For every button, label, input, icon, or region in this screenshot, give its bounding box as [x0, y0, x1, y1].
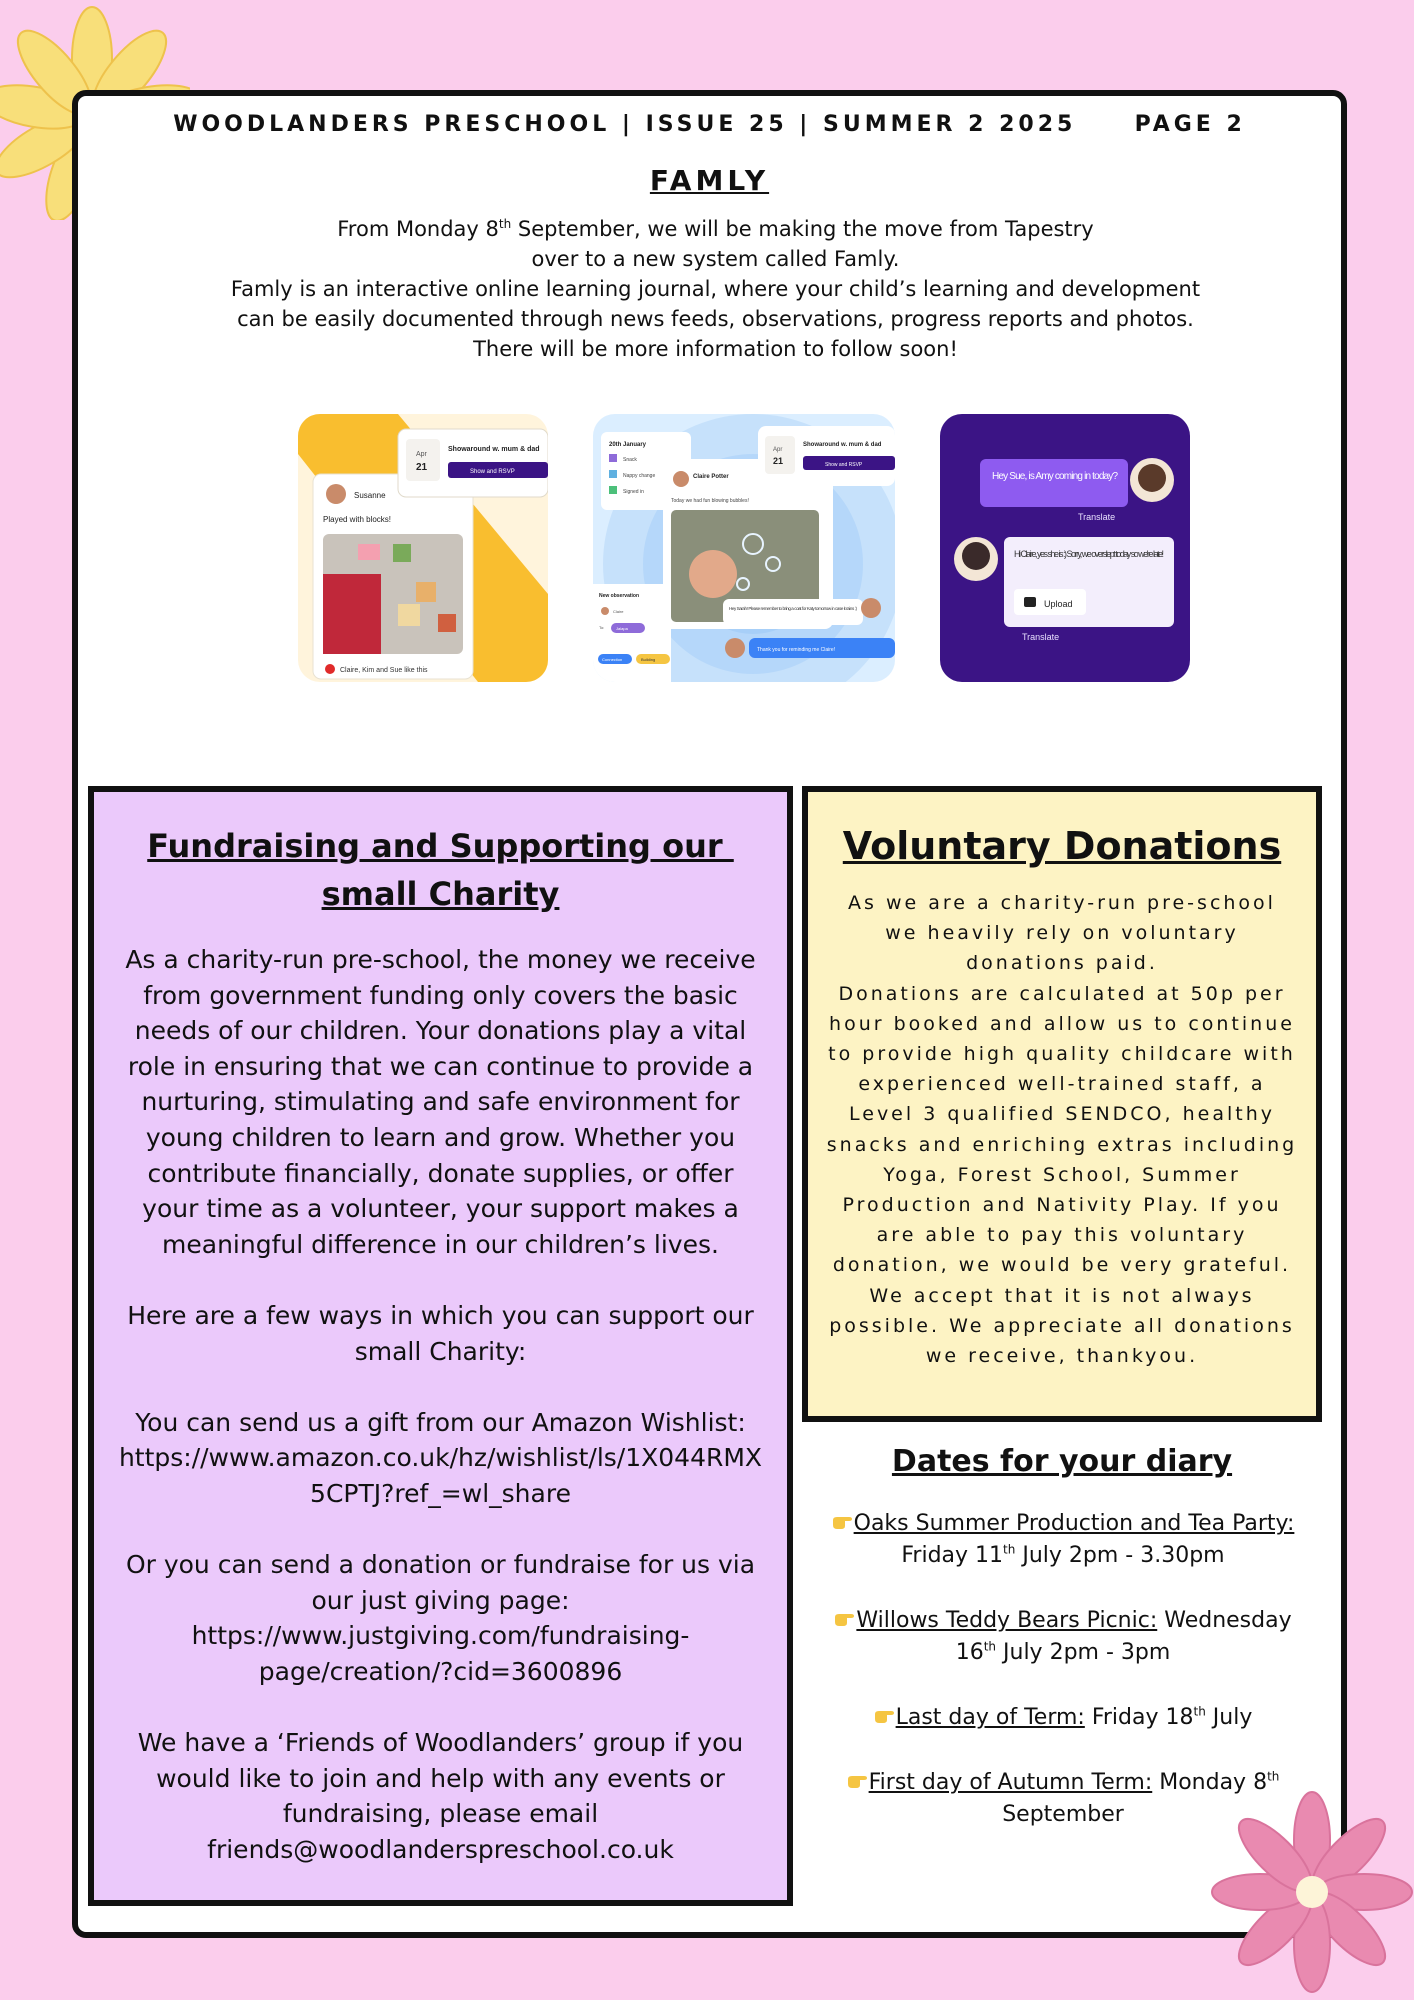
- feed-event-day: 21: [416, 462, 428, 473]
- obs-message-out: Thank you for reminding me Claire!: [757, 647, 836, 653]
- famly-line-2: over to a new system called Famly.: [531, 247, 900, 271]
- obs-to: To:: [599, 625, 605, 630]
- famly-title: FAMLY: [649, 164, 770, 197]
- obs-event-button: Show and RSVP: [825, 462, 863, 468]
- pointing-hand-icon: [834, 1611, 856, 1627]
- feed-event-title: Showaround w. mum & dad: [448, 446, 540, 453]
- famly-observation-screenshot: [593, 414, 895, 682]
- pointing-hand-icon: [847, 1773, 869, 1789]
- pink-flower-decoration: [1210, 1790, 1414, 2000]
- feed-likes: Claire, Kim and Sue like this: [340, 667, 428, 674]
- obs-author: Claire Potter: [693, 474, 729, 480]
- famly-line-4: can be easily documented through news feeds, observations, progress reports and photos.: [237, 307, 1194, 331]
- chat-translate-2: Translate: [1022, 632, 1060, 642]
- famly-line-3: Famly is an interactive online learning journal, where your child’s learning and development: [230, 277, 1201, 301]
- fundraising-title: [114, 822, 767, 918]
- obs-tag: Jalapa: [616, 626, 628, 631]
- obs-from: Claire: [613, 609, 624, 614]
- fundraising-para-3: You can send us a gift from our Amazon Wishlist:: [135, 1407, 746, 1437]
- fundraising-title-line-2: small Charity: [321, 875, 560, 913]
- date-item: Willows Teddy Bears Picnic: Wednesday 16th July 2pm - 3pm: [818, 1605, 1308, 1669]
- famly-feed-screenshot: [298, 414, 548, 682]
- obs-event-day: 21: [773, 456, 784, 466]
- newsletter-header: WOODLANDERS PRESCHOOL | ISSUE 25 | SUMMER 2 2025 PAGE 2: [173, 112, 1246, 137]
- obs-post: Today we had fun blowing bubbles!: [671, 498, 749, 504]
- obs-chip-2: Building: [641, 657, 656, 662]
- fundraising-body: [116, 942, 765, 1867]
- obs-log-2: Nappy change: [623, 473, 656, 479]
- feed-author: Susanne: [354, 491, 386, 500]
- fundraising-title-line-1: Fundraising and Supporting our: [147, 827, 734, 865]
- fundraising-para-1: As a charity-run pre-school, the money we receive from government funding only covers the basic needs of our children. Your donations play a vital role in ensuring that we can continue to provide a nurturing, stimulating and safe environment for young children to learn and grow. Whether you contribute financially, donate supplies, or offer your time as a volunteer, your support makes a meaningful difference in our children’s lives.: [125, 945, 756, 1259]
- newsletter-page: [72, 90, 1347, 1938]
- date-item: Last day of Term: Friday 18th July: [818, 1702, 1308, 1734]
- obs-new-title: New observation: [599, 593, 640, 599]
- fundraising-para-5: We have a ‘Friends of Woodlanders’ group if you would like to join and help with any events or fundraising, please email: [137, 1728, 744, 1829]
- donations-para-2: Donations are calculated at 50p per hour booked and allow us to continue to provide high quality childcare with experienced well-trained staff, a Level 3 qualified SENDCO, healthy snacks and enriching extras including Yoga, Forest School, Summer Production and Nativity Play. If you are able to pay this voluntary donation, we would be very grateful. We accept that it is not always possible. We appreciate all donations we receive, thankyou.: [826, 982, 1298, 1368]
- fundraising-box: [88, 786, 793, 1906]
- dates-title: Dates for your diary: [891, 1444, 1233, 1479]
- fundraising-para-2: Here are a few ways in which you can support our small Charity:: [127, 1300, 754, 1366]
- date-item: First day of Autumn Term: Monday 8th September: [818, 1767, 1308, 1831]
- chat-message-1: Hey Sue, is Amy coming in today?: [992, 471, 1118, 482]
- obs-date: 20th January: [609, 442, 647, 448]
- obs-message-in: Hey Sarah! Please remember to bring a coat for Katy tomorrow in case it rains :): [729, 606, 857, 611]
- obs-event-month: Apr: [773, 447, 783, 453]
- famly-line-5: There will be more information to follow soon!: [473, 337, 958, 361]
- donations-title: Voluntary Donations: [842, 824, 1282, 868]
- famly-intro: [198, 214, 1233, 364]
- obs-chip-1: Connection: [602, 657, 623, 662]
- famly-chat-screenshot: [940, 414, 1190, 682]
- chat-upload: Upload: [1044, 599, 1073, 609]
- justgiving-link[interactable]: https://www.justgiving.com/fundraising-page/creation/?cid=3600896: [191, 1621, 690, 1686]
- date-item: Oaks Summer Production and Tea Party: Friday 11th July 2pm - 3.30pm: [818, 1508, 1308, 1572]
- chat-message-2: Hi Claire, yes she is :) Sorry, we overslept today so we're late!: [1014, 549, 1164, 559]
- fundraising-para-4: Or you can send a donation or fundraise for us via our just giving page:: [125, 1550, 756, 1615]
- chat-translate-1: Translate: [1078, 512, 1116, 522]
- friends-email[interactable]: friends@woodlanderspreschool.co.uk: [207, 1834, 674, 1864]
- feed-event-month: Apr: [416, 451, 427, 458]
- donations-body: [822, 888, 1302, 1371]
- camera-icon: [1024, 597, 1036, 607]
- pointing-hand-icon: [874, 1708, 896, 1724]
- heart-icon: [325, 664, 335, 674]
- obs-event-title: Showaround w. mum & dad: [803, 442, 882, 448]
- feed-post: Played with blocks!: [323, 515, 392, 524]
- donations-para-1: As we are a charity-run pre-school we heavily rely on voluntary donations paid.: [848, 892, 1276, 975]
- obs-log-3: Signed in: [623, 489, 644, 495]
- pointing-hand-icon: [832, 1514, 854, 1530]
- obs-log-1: Snack: [623, 457, 637, 463]
- amazon-wishlist-link[interactable]: https://www.amazon.co.uk/hz/wishlist/ls/1X044RMX5CPTJ?ref_=wl_share: [118, 1443, 763, 1508]
- donations-box: [802, 786, 1322, 1422]
- feed-event-button: Show and RSVP: [470, 469, 515, 475]
- famly-line-1: From Monday 8th September, we will be making the move from Tapestry: [337, 217, 1094, 241]
